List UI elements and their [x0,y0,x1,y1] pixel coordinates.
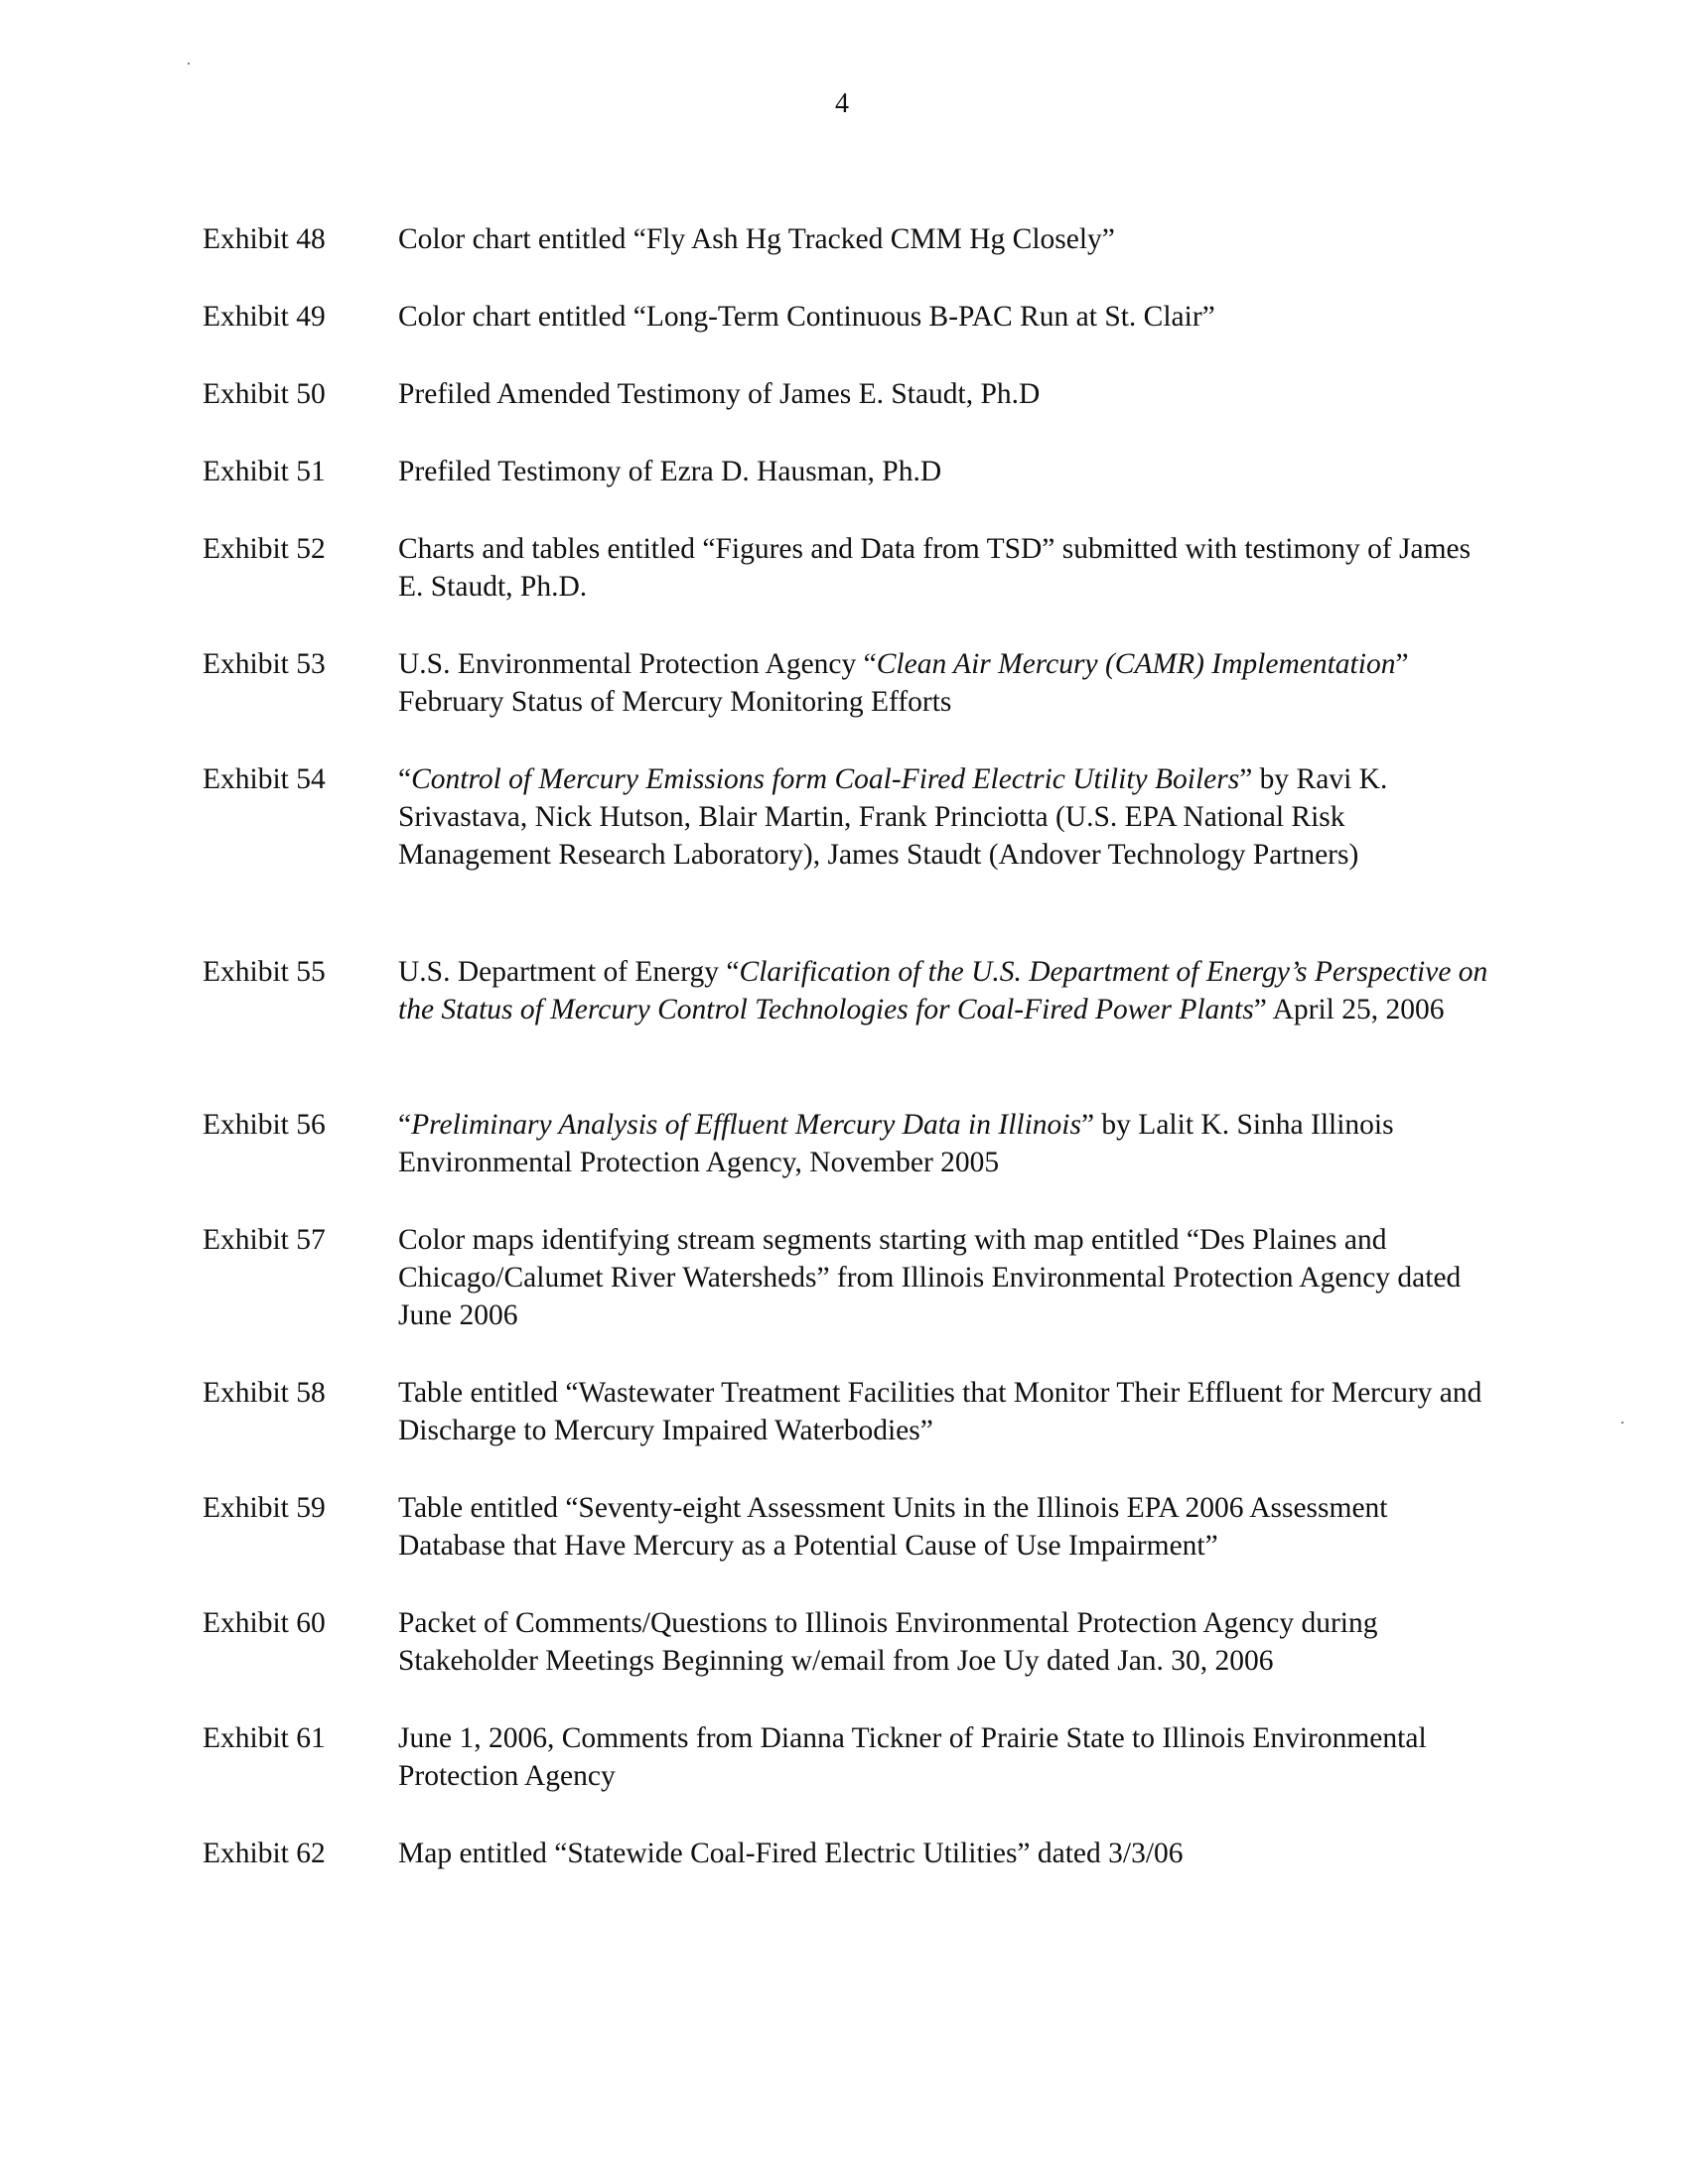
exhibit-text: Prefiled Amended Testimony of James E. Staudt, Ph.D [398,378,1041,410]
exhibit-description [398,1221,1493,1334]
exhibit-label: Exhibit 51 [203,456,326,487]
exhibit-row [203,760,1493,874]
exhibit-text: Charts and tables entitled “Figures and Data from TSD” submitted with testimony of James E. Staudt, Ph.D. [398,533,1472,603]
exhibit-label: Exhibit 60 [203,1607,326,1639]
scan-speck [188,63,190,65]
exhibit-row [203,953,1493,1028]
exhibit-row [203,1835,1493,1872]
exhibit-description [398,953,1493,1028]
exhibit-row [203,375,1493,413]
exhibit-row [203,453,1493,490]
exhibit-row [203,1106,1493,1181]
exhibit-description [398,1719,1493,1795]
exhibit-text: Color chart entitled “Long-Term Continuous B-PAC Run at St. Clair” [398,301,1215,333]
exhibit-row [203,298,1493,336]
exhibit-text: U.S. Department of Energy “ [398,956,740,988]
exhibit-text: ” by Lalit K. Sinha Illinois Environmental Protection Agency, November 2005 [398,1109,1394,1178]
exhibit-description [398,453,1493,490]
exhibit-description [398,1835,1493,1872]
exhibit-text: Map entitled “Statewide Coal-Fired Electric Utilities” dated 3/3/06 [398,1838,1184,1869]
exhibit-description [398,645,1493,721]
exhibit-text: Table entitled “Wastewater Treatment Facilities that Monitor Their Effluent for Mercury and Discharge to Mercury Impaired Waterbodies” [398,1377,1482,1446]
exhibit-text: “ [398,763,412,795]
exhibit-label: Exhibit 58 [203,1377,326,1409]
exhibit-label: Exhibit 61 [203,1722,326,1754]
exhibit-text: Packet of Comments/Questions to Illinois Environmental Protection Agency during Stakeholder Meetings Beginning w/email from Joe Uy dated Jan. 30, 2006 [398,1607,1378,1677]
scan-speck [1621,1422,1623,1424]
page-number: 4 [835,88,849,119]
exhibit-text: U.S. Environmental Protection Agency “ [398,648,877,680]
exhibit-row [203,220,1493,258]
exhibit-text: ” February Status of Mercury Monitoring Efforts [398,648,1409,718]
exhibit-title-italic: Clean Air Mercury (CAMR) Implementation [876,648,1396,680]
exhibit-label: Exhibit 59 [203,1492,326,1524]
exhibit-title-italic: Preliminary Analysis of Effluent Mercury Data in Illinois [411,1109,1081,1141]
exhibit-row [203,645,1493,721]
exhibit-row [203,1489,1493,1565]
exhibit-description [398,1106,1493,1181]
exhibit-label: Exhibit 56 [203,1109,326,1141]
exhibit-description [398,298,1493,336]
exhibit-description [398,530,1493,606]
exhibit-row [203,1374,1493,1449]
exhibit-text: Prefiled Testimony of Ezra D. Hausman, Ph.D [398,456,942,487]
exhibit-text: Table entitled “Seventy-eight Assessment Units in the Illinois EPA 2006 Assessment Database that Have Mercury as a Potential Cause of Use Impairment” [398,1492,1388,1562]
exhibit-text: Color maps identifying stream segments starting with map entitled “Des Plaines and Chicago/Calumet River Watersheds” from Illinois Environmental Protection Agency dated June 2006 [398,1224,1462,1331]
exhibit-row [203,530,1493,606]
exhibit-label: Exhibit 48 [203,223,326,255]
exhibit-label: Exhibit 49 [203,301,326,333]
exhibit-row [203,1604,1493,1680]
exhibit-label: Exhibit 50 [203,378,326,410]
exhibit-description [398,760,1493,874]
exhibit-label: Exhibit 55 [203,956,326,988]
exhibit-label: Exhibit 54 [203,763,326,795]
exhibit-row [203,1221,1493,1334]
exhibit-label: Exhibit 53 [203,648,326,680]
exhibit-label: Exhibit 57 [203,1224,326,1256]
exhibit-description [398,1604,1493,1680]
exhibit-description [398,1374,1493,1449]
exhibit-text: “ [398,1109,412,1141]
exhibit-text: June 1, 2006, Comments from Dianna Tickner of Prairie State to Illinois Environmental Protection Agency [398,1722,1427,1792]
exhibit-title-italic: Control of Mercury Emissions form Coal-Fired Electric Utility Boilers [411,763,1240,795]
exhibit-row [203,1719,1493,1795]
exhibit-text: ” April 25, 2006 [1253,994,1445,1025]
exhibit-text: Color chart entitled “Fly Ash Hg Tracked CMM Hg Closely” [398,223,1115,255]
exhibit-text: ” by Ravi K. Srivastava, Nick Hutson, Blair Martin, Frank Princiotta (U.S. EPA National Risk Management Research Laboratory), James Staudt (Andover Technology Partners) [398,763,1388,871]
exhibit-title-italic: Clarification of the U.S. Department of Energy’s Perspective on the Status of Mercury Control Technologies for Coal-Fired Power Plants [398,956,1488,1025]
exhibit-description [398,375,1493,413]
exhibit-description [398,220,1493,258]
exhibit-label: Exhibit 62 [203,1838,326,1869]
exhibit-description [398,1489,1493,1565]
exhibit-label: Exhibit 52 [203,533,326,565]
